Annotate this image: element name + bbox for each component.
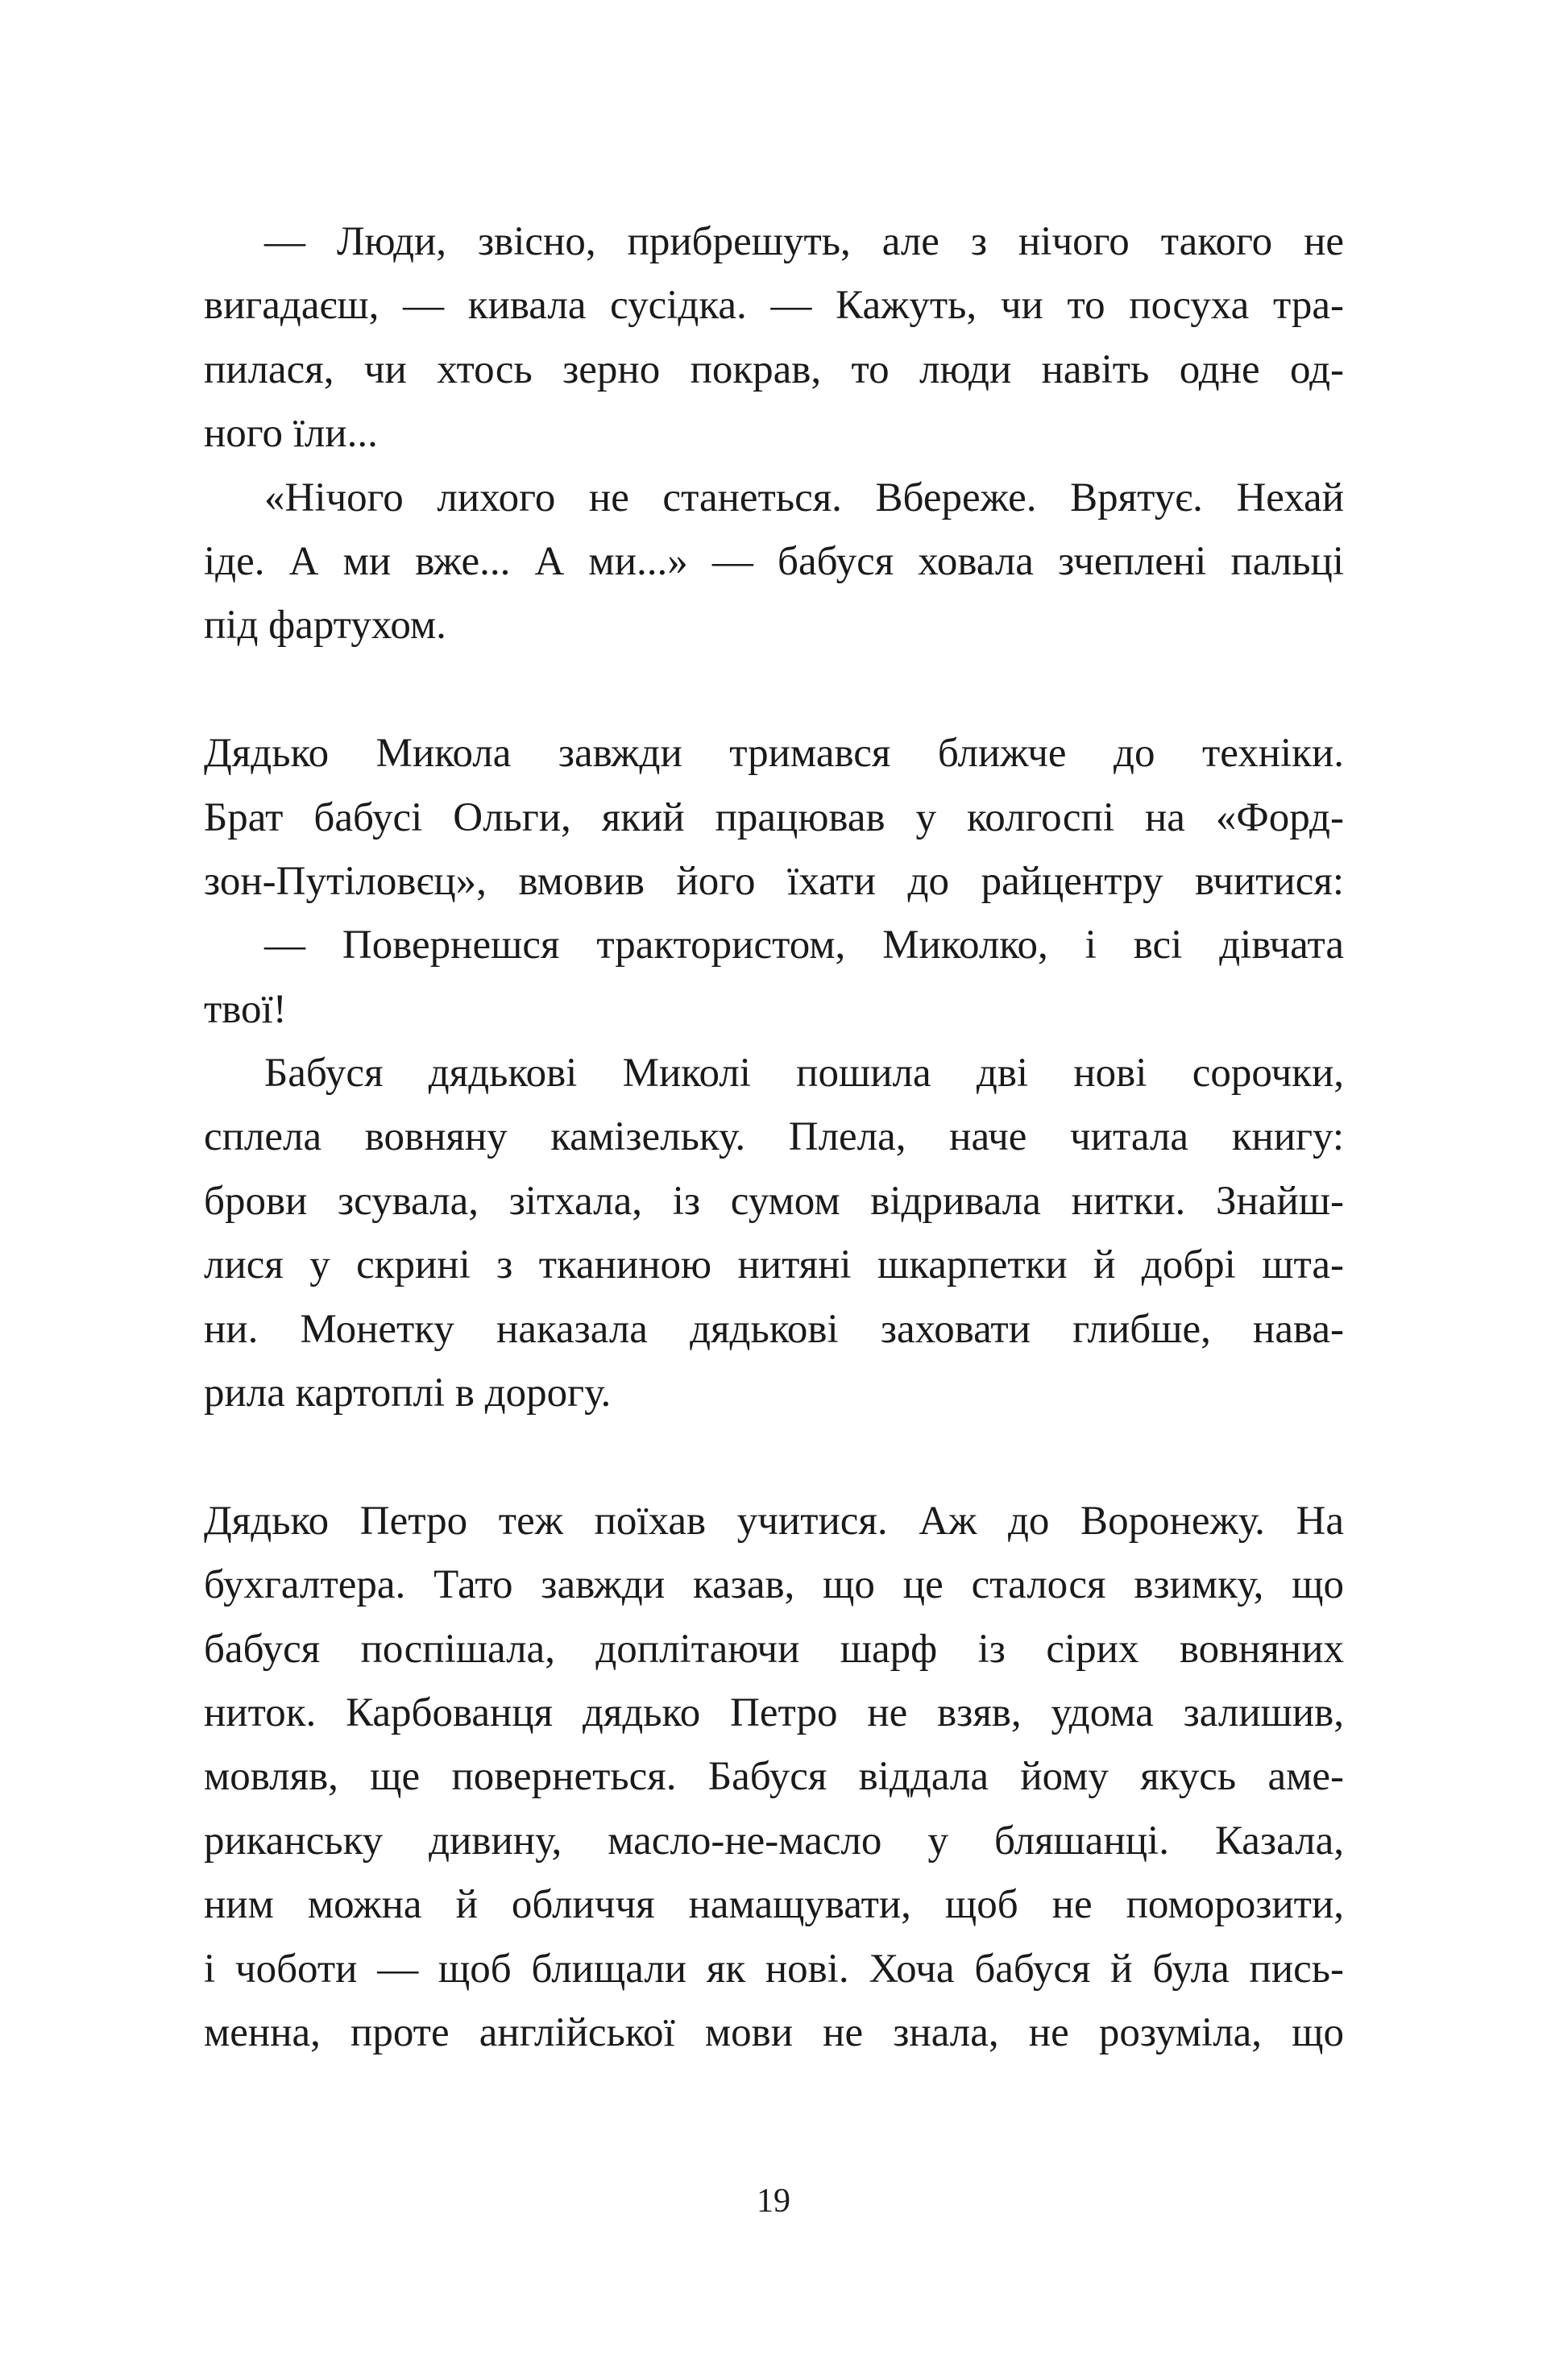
text-line: іде. А ми вже... А ми...» — бабуся ховала зчеплені пальці [204,538,1344,584]
text-line: ни. Монетку наказала дядькові заховати глибше, нава- [204,1306,1344,1352]
text-line: рила картоплі в дорогу. [204,1370,612,1416]
text-line: — Повернешся трактористом, Миколко, і всі дівчата [264,923,1344,968]
paragraph [204,466,1344,658]
paragraph [204,210,1344,466]
body-text [204,210,1344,2065]
text-line: Бабуся дядькові Миколі пошила дві нові сорочки, [264,1051,1344,1097]
text-line: вигадаєш, — кивала сусідка. — Кажуть, чи то посуха тра- [204,283,1344,329]
page-number: 19 [757,2183,790,2220]
text-line: ного їли... [204,411,378,457]
text-line: ниток. Карбованця дядько Петро не взяв, удома залишив, [204,1690,1344,1735]
text-line: під фартухом. [204,603,446,649]
section-3 [204,1490,1344,2066]
paragraph [204,1042,1344,1425]
text-line: мовляв, ще повернеться. Бабуся віддала йому якусь аме- [204,1754,1344,1800]
text-line: зон-Путіловєц», вмовив його їхати до райцентру вчитися: [204,858,1344,904]
paragraph [204,1490,1344,2066]
text-line: — Люди, звісно, прибрешуть, але з нічого такого не [264,219,1344,264]
section-break [204,658,1344,722]
paragraph [204,722,1344,914]
section-break [204,1425,1344,1489]
text-line: бухгалтера. Тато завжди казав, що це сталося взимку, що [204,1562,1344,1608]
section-2 [204,722,1344,1425]
paragraph [204,914,1344,1042]
text-line: і чоботи — щоб блищали як нові. Хоча бабуся й була пись- [204,1946,1344,1992]
text-line: Дядько Петро теж поїхав учитися. Аж до Воронежу. На [204,1498,1344,1544]
text-line: бабуся поспішала, доплітаючи шарф із сірих вовняних [204,1626,1344,1672]
text-line: лися у скрині з тканиною нитяні шкарпетки й добрі шта- [204,1242,1344,1288]
text-line: менна, проте англійської мови не знала, не розуміла, що [204,2009,1344,2055]
text-line: ним можна й обличчя намащувати, щоб не поморозити, [204,1882,1344,1928]
text-line: твої! [204,986,287,1032]
text-line: Дядько Микола завжди тримався ближче до техніки. [204,731,1344,777]
text-line: риканську дивину, масло-не-масло у бляшанці. Казала, [204,1818,1344,1864]
text-line: брови зсувала, зітхала, із сумом відривала нитки. Знайш- [204,1178,1344,1224]
section-1 [204,210,1344,658]
text-line: Брат бабусі Ольги, який працював у колгоспі на «Форд- [204,794,1344,840]
text-line: «Нічого лихого не станеться. Вбереже. Врятує. Нехай [264,475,1344,520]
text-line: пилася, чи хтось зерно покрав, то люди навіть одне од- [204,346,1344,392]
text-line: сплела вовняну камізельку. Плела, наче читала книгу: [204,1114,1344,1160]
